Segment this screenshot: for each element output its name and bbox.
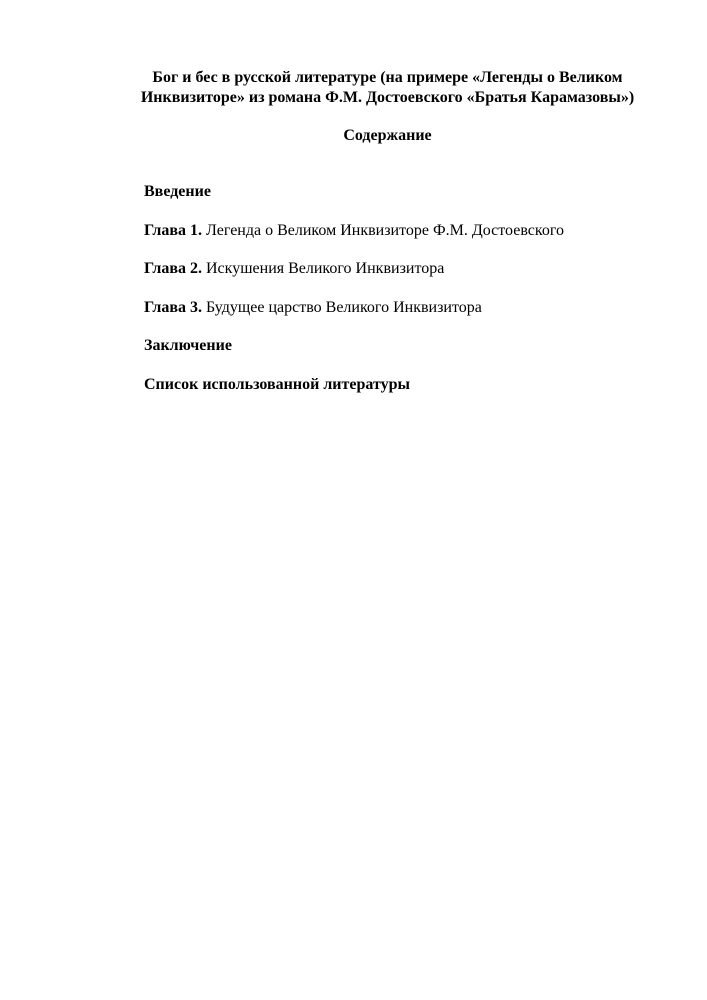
toc-chapter-3-text: Будущее царство Великого Инквизитора bbox=[202, 298, 482, 316]
toc-chapter-1-text: Легенда о Великом Инквизиторе Ф.М. Достоевского bbox=[202, 221, 565, 239]
title-line-1: Бог и бес в русской литературе (на примере «Легенды о Великом bbox=[152, 69, 623, 86]
toc-item-bibliography: Список использованной литературы bbox=[144, 375, 410, 393]
toc-chapter-3-prefix: Глава 3. bbox=[144, 298, 202, 316]
toc-item-intro: Введение bbox=[144, 183, 211, 200]
toc-chapter-1-prefix: Глава 1. bbox=[144, 221, 202, 239]
toc-chapter-2-prefix: Глава 2. bbox=[144, 260, 202, 277]
toc-item-conclusion: Заключение bbox=[144, 337, 232, 354]
toc-item-chapter-2 bbox=[144, 259, 664, 279]
toc-item-chapter-1 bbox=[144, 221, 664, 241]
title-line-2: Инквизиторе» из романа Ф.М. Достоевского «Братья Карамазовы») bbox=[140, 89, 635, 106]
table-of-contents bbox=[144, 182, 664, 413]
document-title bbox=[110, 68, 665, 108]
contents-heading: Содержание bbox=[343, 127, 432, 144]
toc-item-chapter-3 bbox=[144, 298, 664, 318]
toc-chapter-2-text: Искушения Великого Инквизитора bbox=[202, 260, 445, 277]
